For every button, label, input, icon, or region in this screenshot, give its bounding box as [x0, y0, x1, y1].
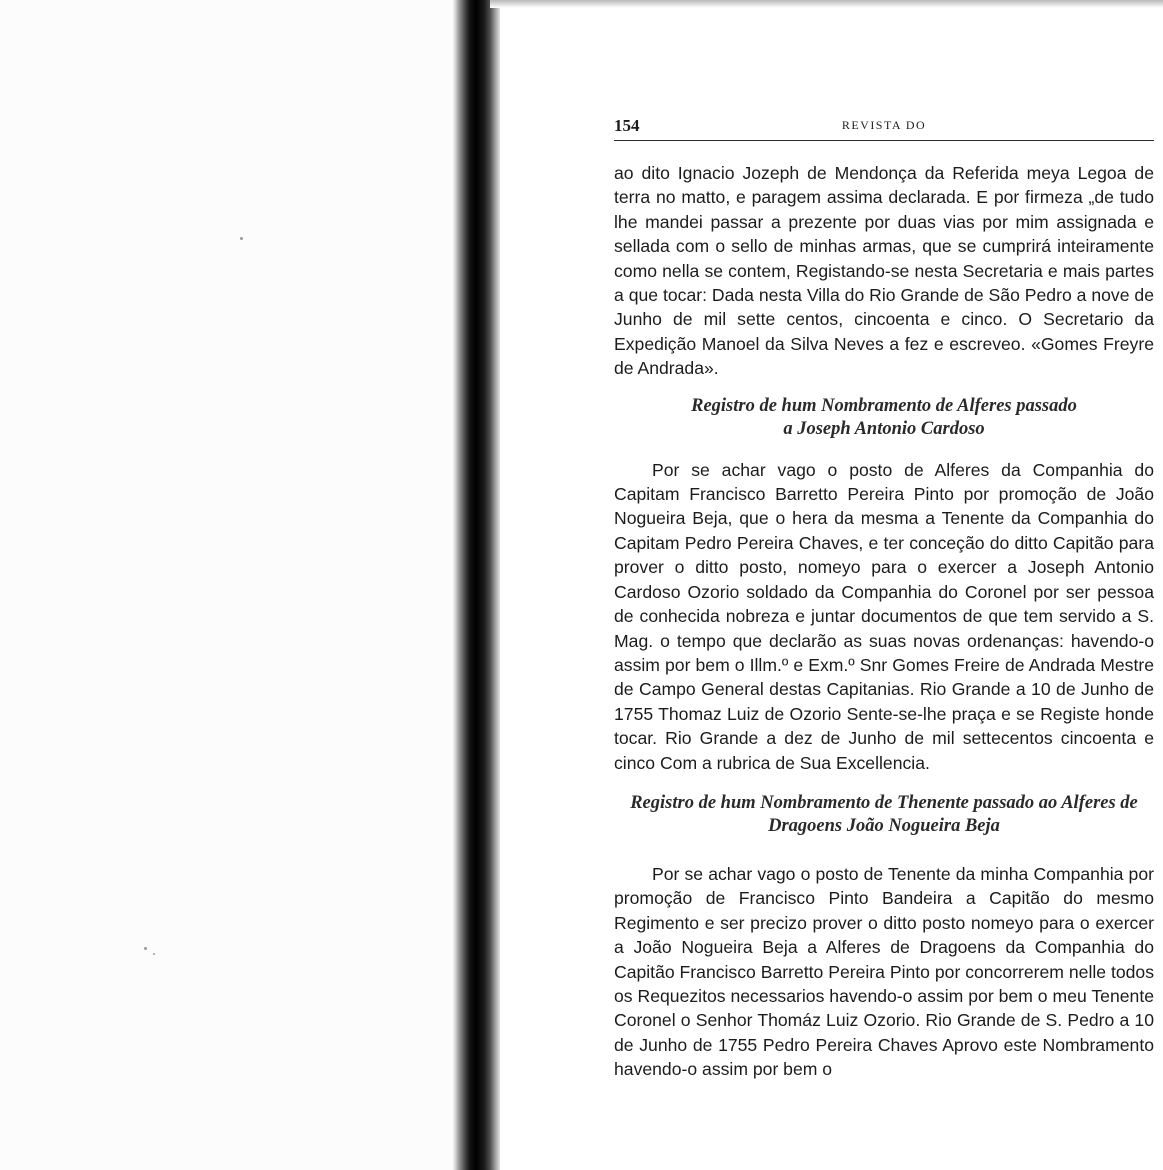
paragraph-continuation: ao dito Ignacio Jozeph de Mendonça da Referida meya Legoa de terra no matto, e paragem assima declarada. E por firmeza „de tudo lhe mandei passar a prezente por duas vias por mim assignada e sellada com o sello de minhas armas, que se cumprirá inteiramente como nella se contem, Registando-se nesta Secretaria e mais partes a que tocar: Dada nesta Villa do Rio Grande de São Pedro a nove de Junho de mil sette centos, cincoenta e cinco. O Secretario da Expedição Manoel da Silva Neves a fez e escreveo. «Gomes Freyre de Andrada». — [614, 163, 1154, 379]
section-heading-alferes — [614, 395, 1154, 441]
dust-speck — [144, 947, 147, 950]
page-header — [614, 110, 1154, 141]
section-heading-thenente — [614, 792, 1154, 838]
dust-speck — [153, 953, 155, 955]
dust-speck — [240, 237, 243, 240]
running-title: REVISTA DO — [841, 118, 927, 132]
paragraph-thenente: Por se achar vago o posto de Tenente da minha Companhia por promoção de Francisco Pinto Bandeira a Capitão do mesmo Regimento e ser precizo prover o ditto posto nomeyo para o exercer a João Nogueira Beja a Alferes de Dragoens da Companhia do Capitão Francisco Barretto Pereira Pinto por concorrerem nelle todos os Requezitos necessarios havendo-o assim por bem o meu Tenente Coronel o Senhor Thomáz Luiz Ozorio. Rio Grande de S. Pedro a 10 de Junho de 1755 Pedro Pereira Chaves Aprovo este Nombramento havendo-o assim por bem o — [614, 863, 1154, 1080]
book-gutter-shadow — [452, 0, 500, 1170]
heading-line: a Joseph Antonio Cardoso — [783, 418, 985, 439]
paragraph-alferes: Por se achar vago o posto de Alferes da Companhia do Capitam Francisco Barretto Pereira Pinto por promoção de João Nogueira Beja, que o hera da mesma a Tenente da Companhia do Capitam Pedro Pereira Chaves, e ter conceção do ditto Capitão para prover o ditto posto, nomeyo para o exercer a Joseph Antonio Cardoso Ozorio soldado da Companhia do Coronel por ser pessoa de conhecida nobreza e juntar documentos de que tem servido a S. Mag. o tempo que declarão as suas novas ordenanças: havendo-o assim por bem o Illm.º e Exm.º Snr Gomes Freire de Andrada Mestre de Campo General destas Capitanias. Rio Grande a 10 de Junho de 1755 Thomaz Luiz de Ozorio Sente-se-lhe praça e se Registe honde tocar. Rio Grande a dez de Junho de mil settecentos cincoenta e cinco Com a rubrica de Sua Excellencia. — [614, 459, 1154, 773]
right-page — [614, 110, 1154, 1082]
page-number: 154 — [614, 116, 640, 135]
page-body — [614, 141, 1154, 1082]
left-page-blank — [0, 0, 455, 1170]
heading-line: Registro de hum Nombramento de Alferes passado — [691, 395, 1077, 416]
page-top-edge-shadow — [490, 0, 1163, 8]
heading-line: Registro de hum Nombramento de Thenente passado ao Alferes de Dragoens João Nogueira Beja — [630, 792, 1138, 836]
